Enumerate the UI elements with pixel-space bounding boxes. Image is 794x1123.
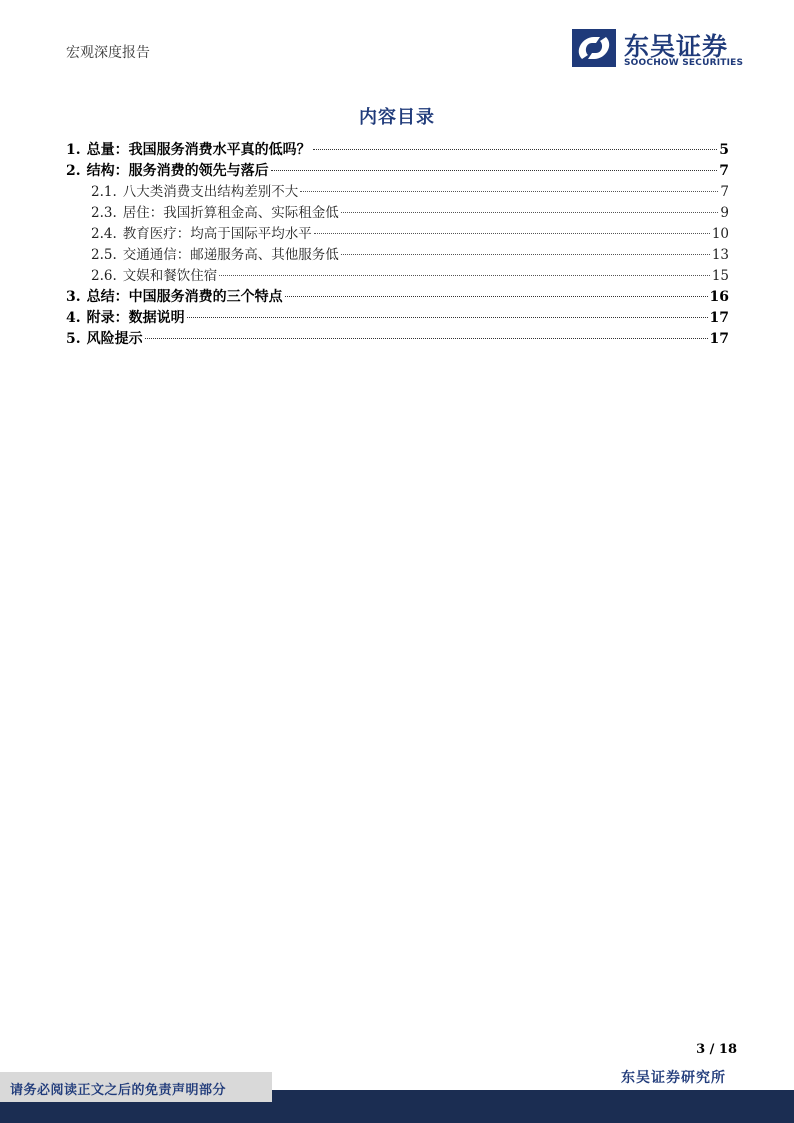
toc-entry-number: 4. <box>66 310 81 326</box>
toc-entry-text: 附录：数据说明 <box>86 310 185 326</box>
toc-entry-text: 八大类消费支出结构差别不大 <box>122 184 299 200</box>
toc-entry[interactable] <box>66 308 729 329</box>
toc-entry[interactable] <box>66 287 729 308</box>
toc-subentry[interactable] <box>66 245 729 266</box>
toc-dot-leader <box>285 296 708 297</box>
toc-entry-page: 7 <box>720 184 729 200</box>
toc-entry-page: 10 <box>711 226 729 242</box>
toc-dot-leader <box>187 317 708 318</box>
toc-entry-text: 教育医疗：均高于国际平均水平 <box>122 226 312 242</box>
toc-entry-number: 5. <box>66 331 81 347</box>
toc-entry-text: 居住：我国折算租金高、实际租金低 <box>122 205 339 221</box>
logo-name-en: SOOCHOW SECURITIES <box>624 58 744 68</box>
soochow-logo-icon <box>572 29 616 67</box>
toc-entry-number: 2.3. <box>91 205 117 221</box>
toc-dot-leader <box>341 254 710 255</box>
toc-entry-page: 17 <box>709 310 729 326</box>
disclaimer-notice: 请务必阅读正文之后的免责声明部分 <box>10 1083 227 1098</box>
toc-entry-number: 2.6. <box>91 268 117 284</box>
toc-entry-number: 1. <box>66 142 81 158</box>
toc-entry-text: 文娱和餐饮住宿 <box>122 268 218 284</box>
toc-entry-text: 结构：服务消费的领先与落后 <box>86 163 269 179</box>
toc-entry-page: 5 <box>719 142 729 158</box>
toc-dot-leader <box>219 275 710 276</box>
toc-entry-page: 7 <box>719 163 729 179</box>
toc-entry-text: 风险提示 <box>86 331 143 347</box>
toc-entry-page: 15 <box>711 268 729 284</box>
toc-entry-number: 2.5. <box>91 247 117 263</box>
toc-entry[interactable] <box>66 140 729 161</box>
toc-entry-number: 3. <box>66 289 81 305</box>
toc-entry-text: 总量：我国服务消费水平真的低吗？ <box>86 142 311 158</box>
toc-subentry[interactable] <box>66 182 729 203</box>
toc-dot-leader <box>314 233 710 234</box>
toc-dot-leader <box>341 212 719 213</box>
toc-entry-number: 2.1. <box>91 184 117 200</box>
toc-entry-text: 交通通信：邮递服务高、其他服务低 <box>122 247 339 263</box>
toc-subentry[interactable] <box>66 203 729 224</box>
table-of-contents <box>66 140 729 350</box>
toc-dot-leader <box>145 338 708 339</box>
page-number: 3 / 18 <box>696 1042 737 1057</box>
toc-subentry[interactable] <box>66 224 729 245</box>
toc-entry-page: 13 <box>711 247 729 263</box>
toc-entry-page: 16 <box>709 289 729 305</box>
toc-subentry[interactable] <box>66 266 729 287</box>
toc-entry-page: 9 <box>720 205 729 221</box>
toc-entry[interactable] <box>66 161 729 182</box>
report-type-label: 宏观深度报告 <box>66 45 150 61</box>
toc-entry-page: 17 <box>709 331 729 347</box>
toc-dot-leader <box>313 149 718 150</box>
toc-title: 内容目录 <box>359 107 435 128</box>
toc-dot-leader <box>300 191 718 192</box>
logo-name-cn: 东吴证券 <box>624 32 729 61</box>
footer-institute-name: 东吴证券研究所 <box>621 1070 726 1086</box>
toc-entry-text: 总结：中国服务消费的三个特点 <box>86 289 283 305</box>
company-logo <box>572 29 744 69</box>
toc-dot-leader <box>271 170 718 171</box>
toc-entry-number: 2. <box>66 163 81 179</box>
toc-entry-number: 2.4. <box>91 226 117 242</box>
toc-entry[interactable] <box>66 329 729 350</box>
